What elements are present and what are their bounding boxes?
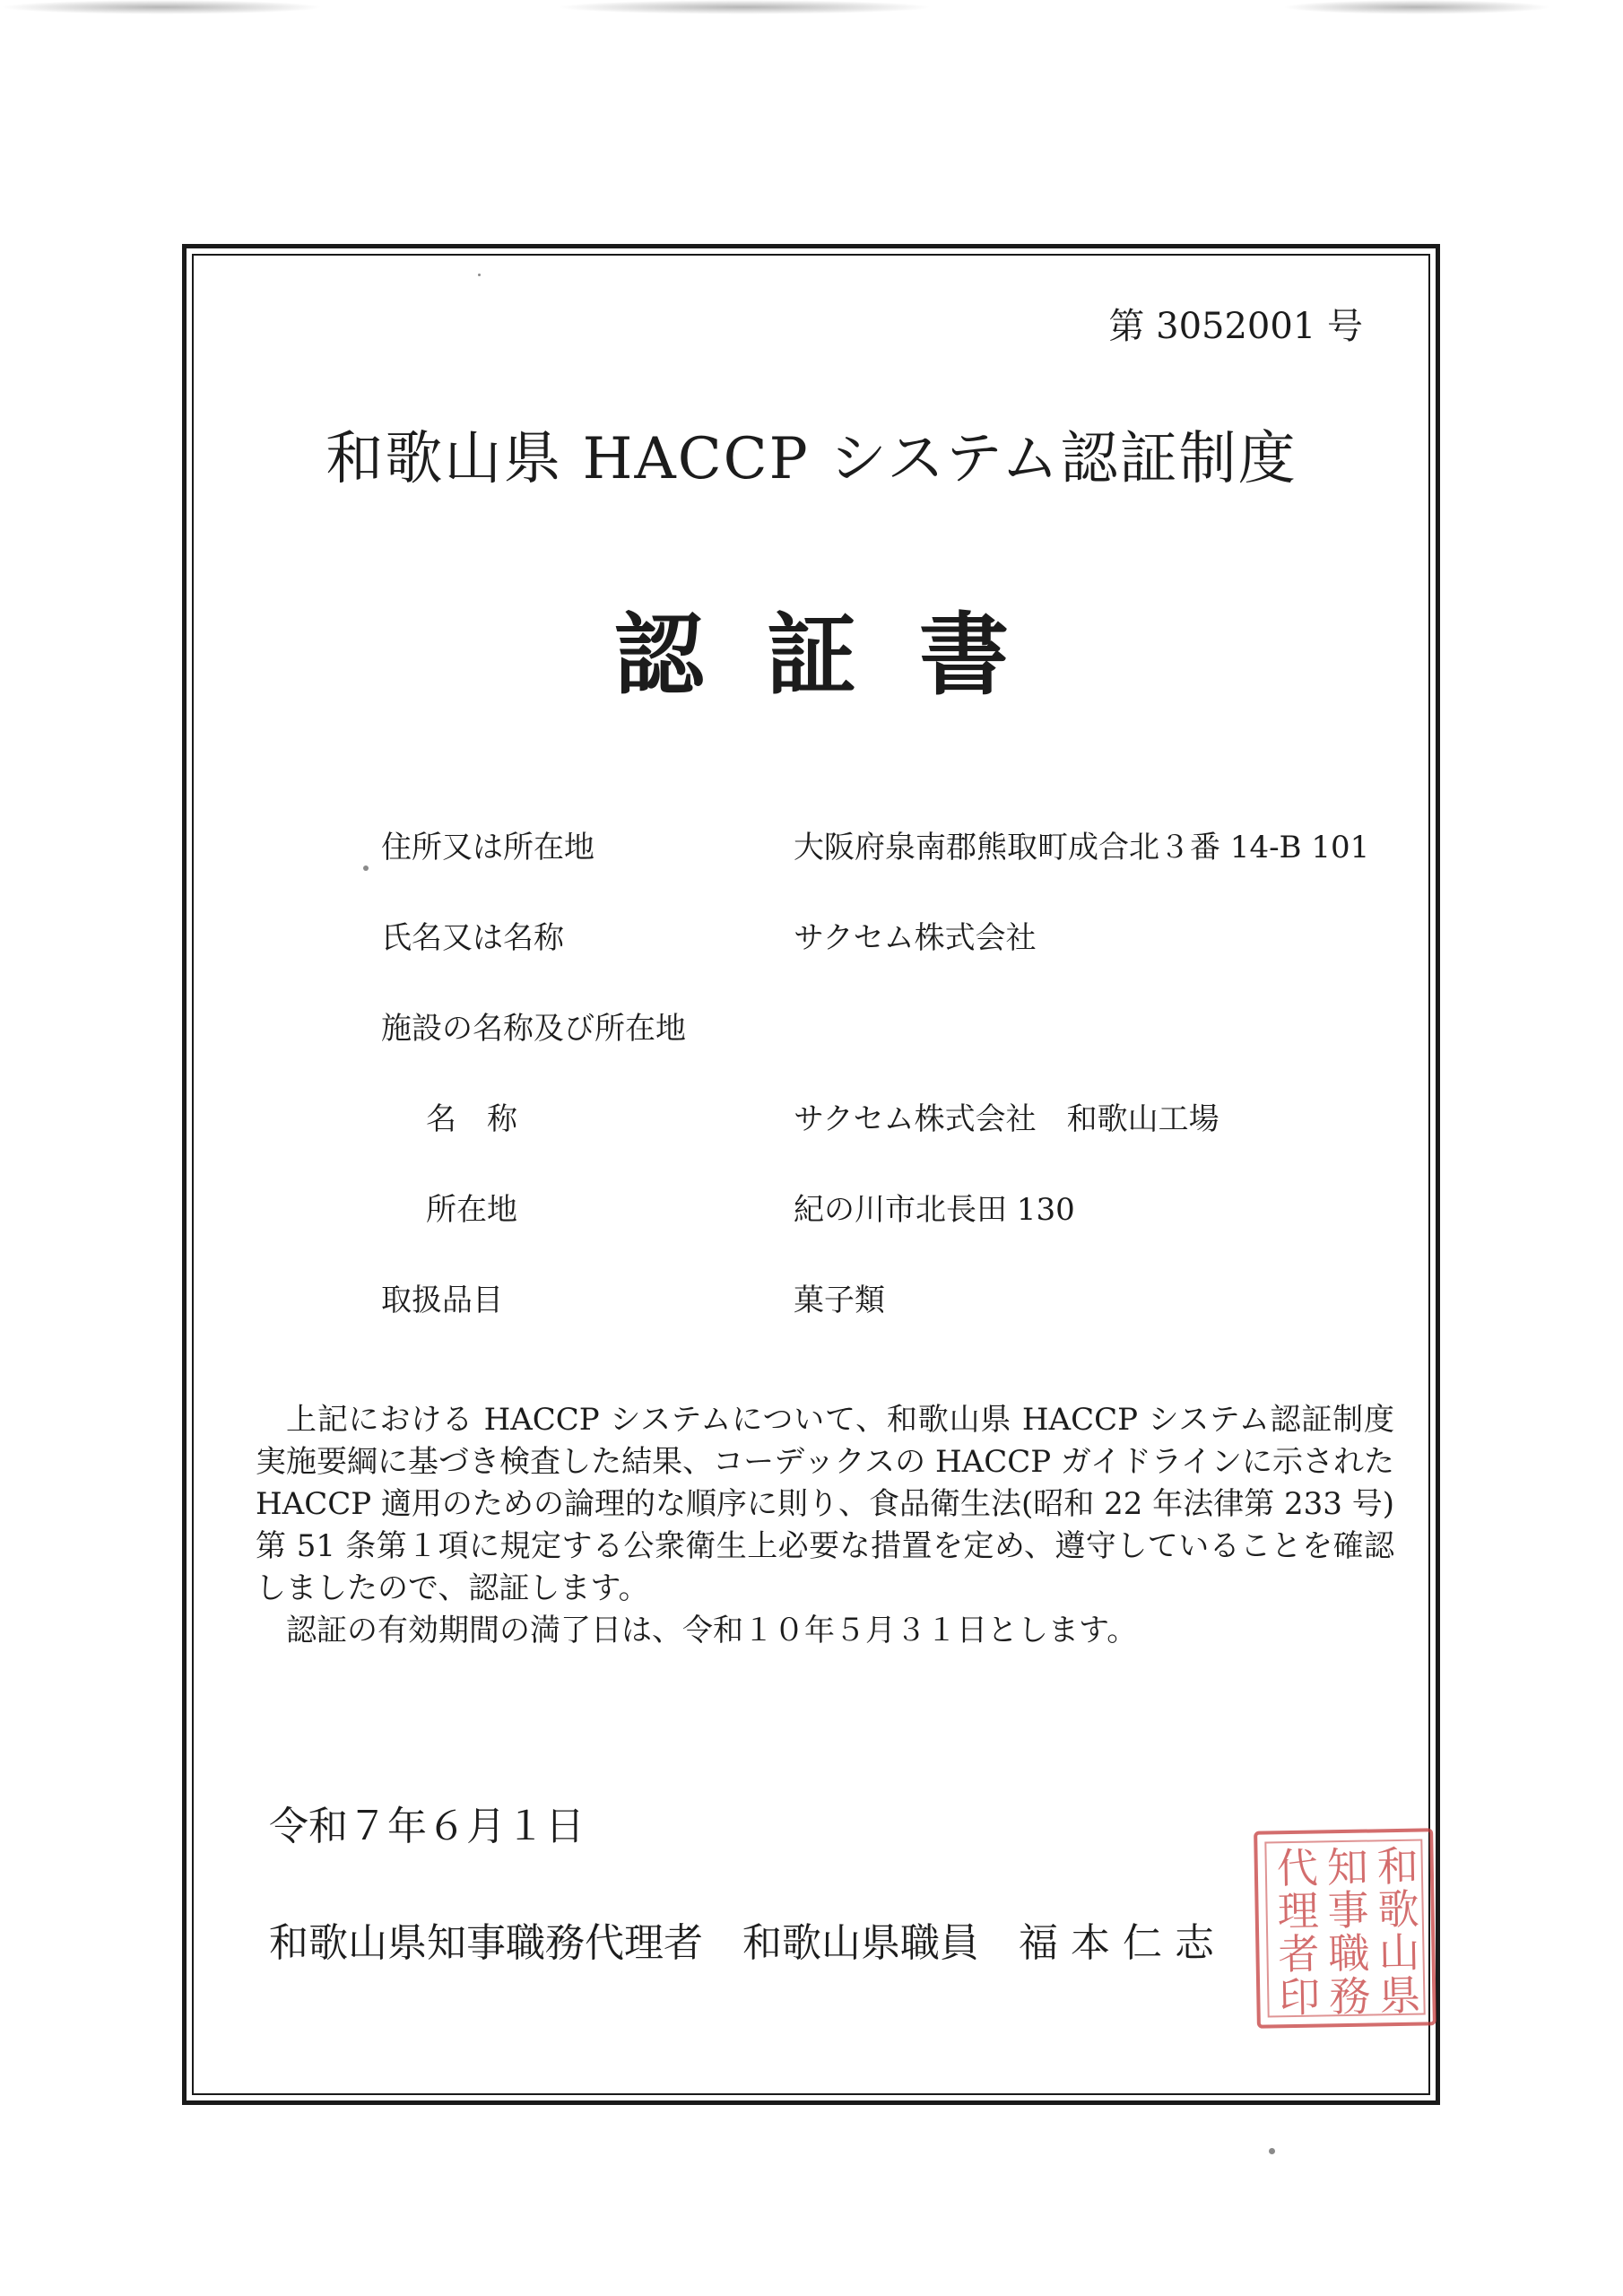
products-label: 取扱品目 — [381, 1283, 503, 1318]
official-seal — [1254, 1828, 1436, 2028]
scan-speck — [363, 865, 369, 871]
name-label: 氏名又は名称 — [381, 920, 564, 956]
address-value: 大阪府泉南郡熊取町成合北３番 14-B 101 — [794, 830, 1370, 865]
validity-paragraph: 認証の有効期間の満了日は、令和１０年５月３１日とします。 — [286, 1613, 1138, 1648]
address-label: 住所又は所在地 — [381, 830, 595, 865]
certification-statement — [256, 1399, 1394, 1652]
facility-label: 施設の名称及び所在地 — [381, 1011, 686, 1047]
seal-text-column-2: 知事職務 — [1326, 1842, 1371, 2022]
signatory: 和歌山県知事職務代理者 和歌山県職員 福 本 仁 志 — [269, 1920, 1214, 1966]
scan-speck — [1269, 2148, 1275, 2154]
facility-location-label: 所在地 — [426, 1192, 517, 1228]
name-value: サクセム株式会社 — [794, 920, 1037, 956]
certificate-number: 第 3052001 号 — [1108, 306, 1363, 347]
scan-mark-left — [0, 0, 323, 14]
seal-text-column-3: 代理者印 — [1276, 1843, 1321, 2022]
facility-location-value: 紀の川市北長田 130 — [794, 1192, 1075, 1228]
facility-name-value: サクセム株式会社 和歌山工場 — [794, 1101, 1219, 1137]
products-value: 菓子類 — [794, 1283, 885, 1318]
scan-mark-center — [556, 0, 933, 14]
scan-mark-right — [1282, 0, 1551, 14]
statement-paragraph: 上記における HACCP システムについて、和歌山県 HACCP システム認証制度実施要綱に基づき検査した結果、コーデックスの HACCP ガイドラインに示された HACCP 適用のための論理的な順序に則り、食品衛生法(昭和 22 年法律第 233 号) 第 51 条第１項に規定する公衆衛生上必要な措置を定め、遵守していることを確認しましたので、認証します。 — [256, 1402, 1394, 1606]
document-title: 認証書 — [614, 602, 1072, 708]
seal-text-column-1: 和歌山県 — [1376, 1841, 1421, 2021]
scan-speck — [478, 274, 481, 276]
issue-date: 令和７年６月１日 — [269, 1804, 585, 1849]
system-title: 和歌山県 HACCP システム認証制度 — [325, 426, 1298, 492]
facility-name-label: 名 称 — [426, 1101, 517, 1137]
